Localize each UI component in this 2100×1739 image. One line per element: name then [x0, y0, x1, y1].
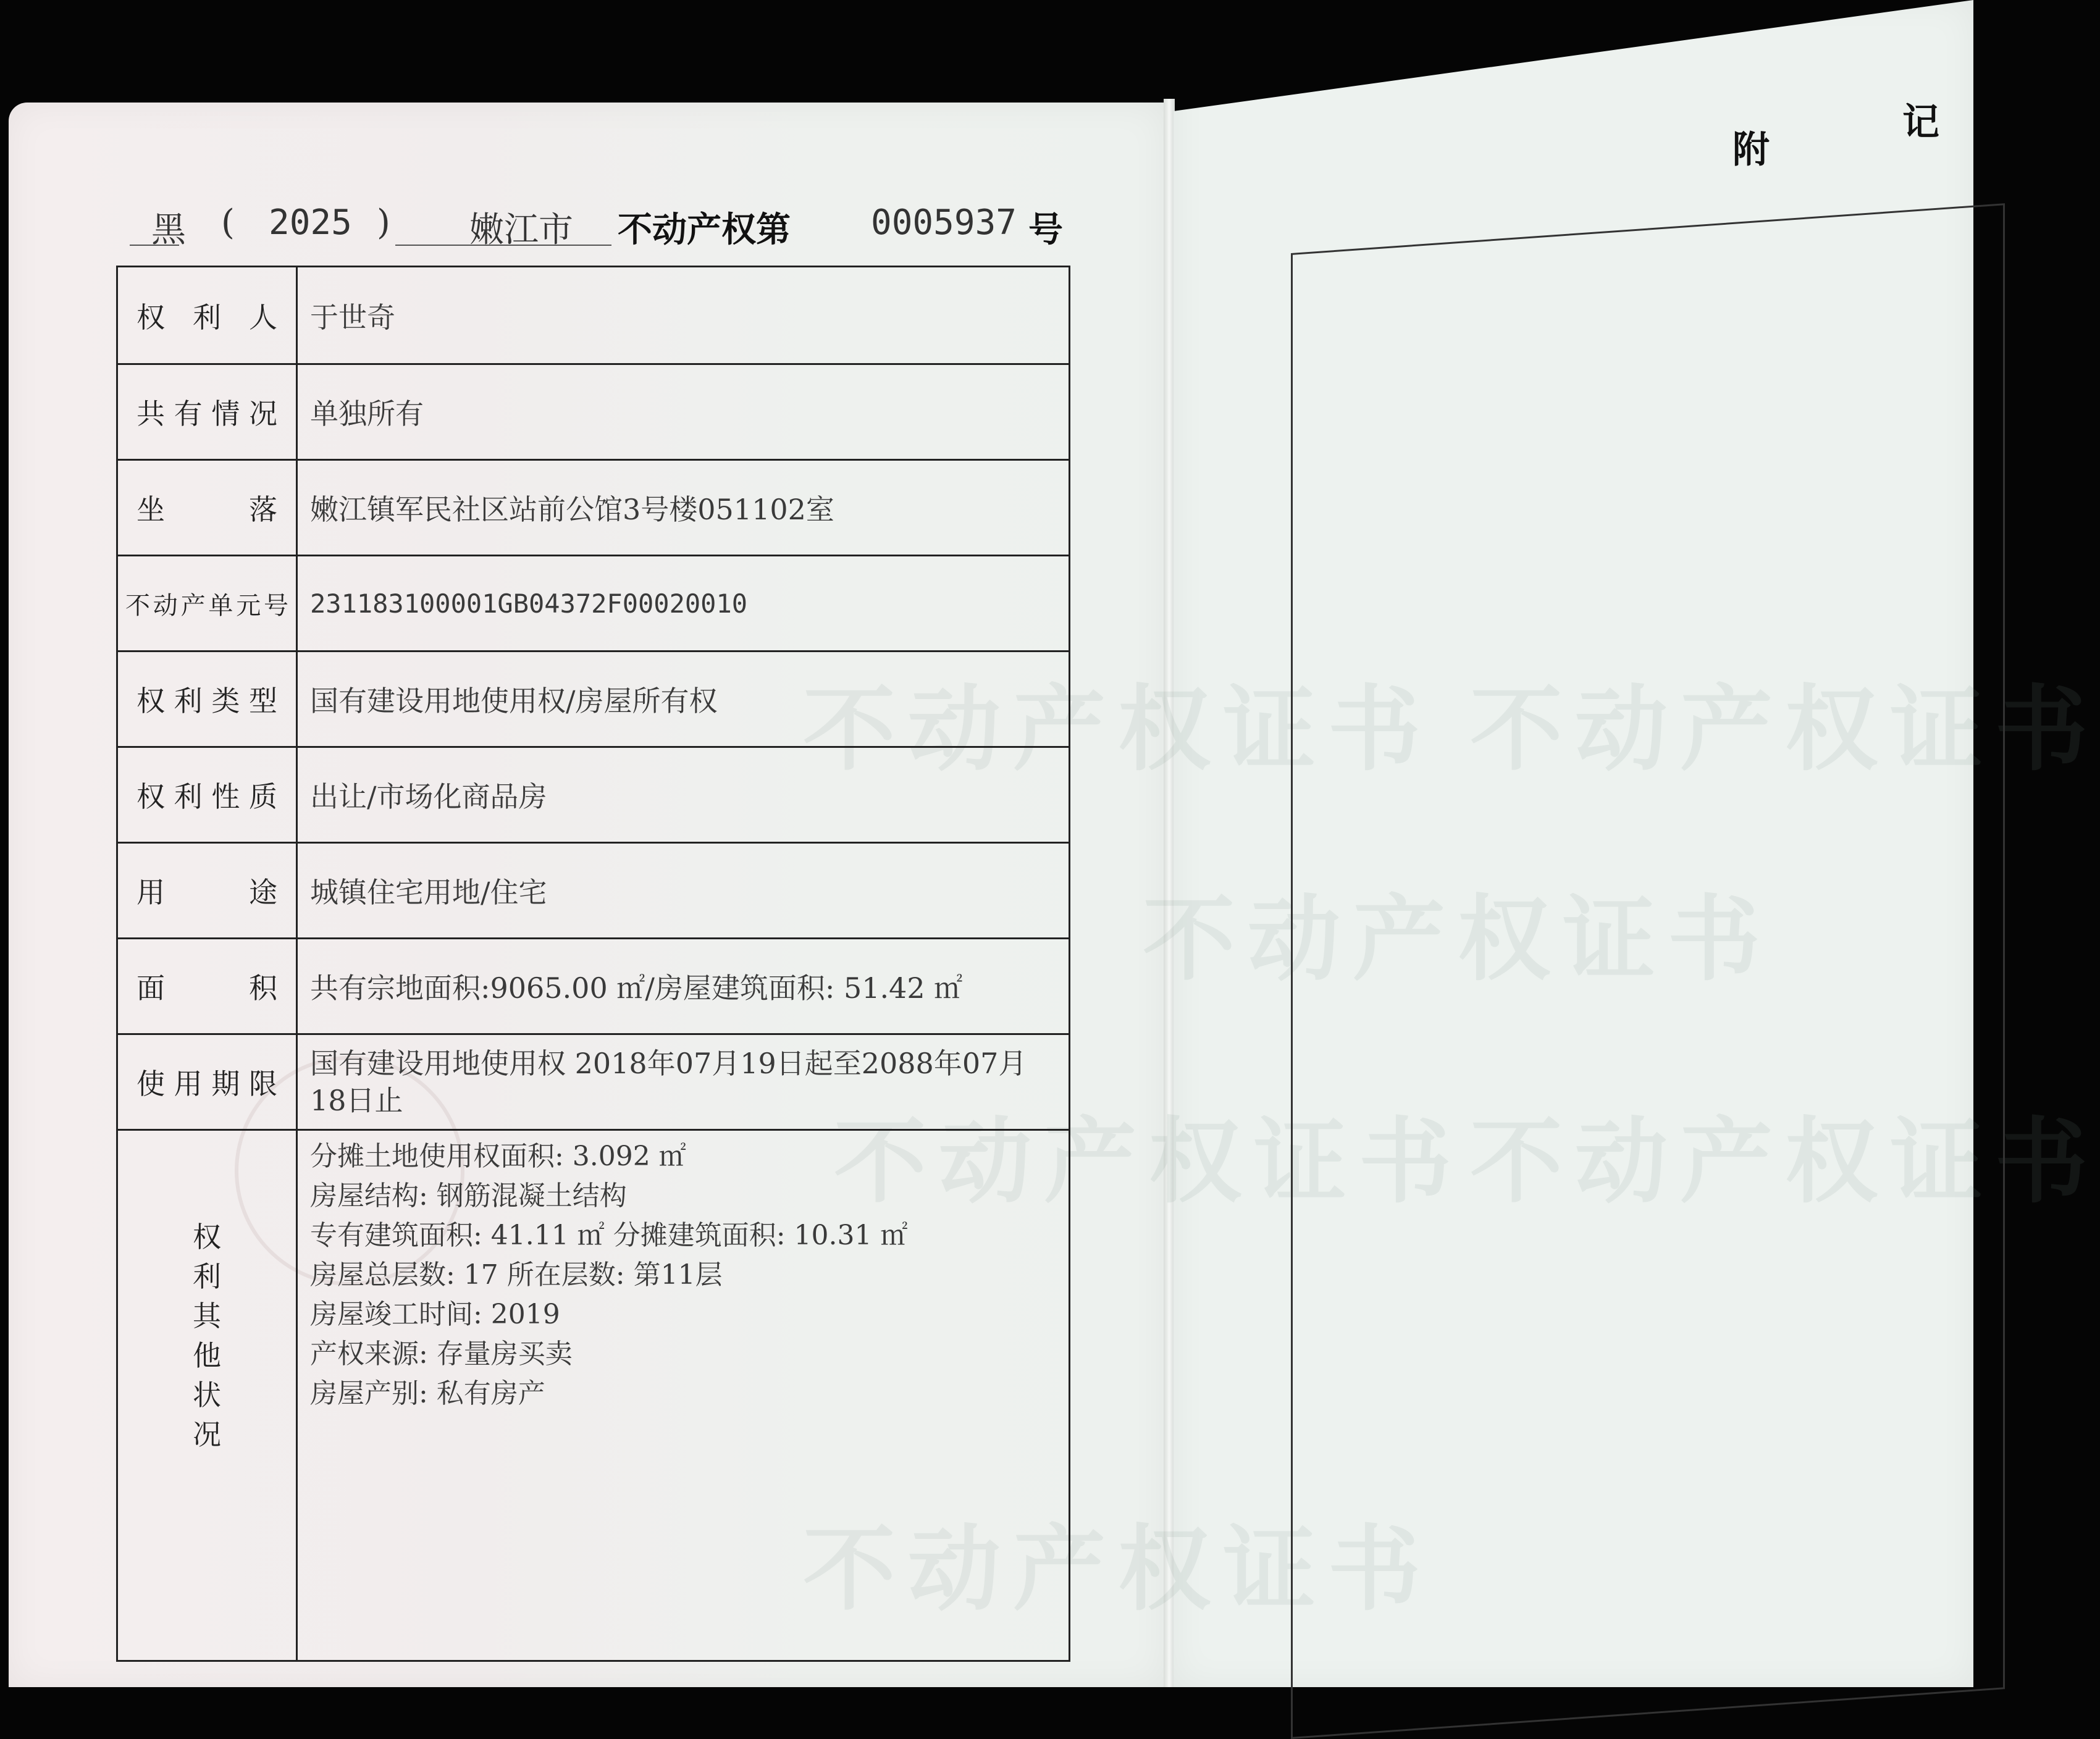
registration-table — [116, 266, 1070, 1662]
table-row — [117, 460, 1070, 556]
row-label: 权利人 — [117, 267, 297, 364]
cert-suffix: 号 — [1028, 209, 1063, 250]
table-row — [117, 1034, 1070, 1130]
other-line: 分摊土地使用权面积: 3.092 ㎡ — [310, 1141, 686, 1172]
right-page-title-right: 记 — [1902, 101, 1939, 144]
right-page-title-left: 附 — [1732, 128, 1770, 172]
row-value: 出让/市场化商品房 — [297, 747, 1070, 843]
year: 2025 — [269, 203, 352, 243]
table-row — [117, 843, 1070, 939]
other-status-label: 权 利 其 他 状 况 — [193, 1220, 221, 1451]
other-line: 房屋竣工时间: 2019 — [310, 1299, 560, 1330]
table-row — [117, 939, 1070, 1034]
row-value: 231183100001GB04372F00020010 — [297, 556, 1070, 652]
notes-frame — [1291, 203, 2005, 1739]
cert-number: 0005937 — [871, 203, 1017, 243]
row-label: 共有情况 — [117, 364, 297, 460]
other-line: 专有建筑面积: 41.11 ㎡ 分摊建筑面积: 10.31 ㎡ — [310, 1220, 908, 1251]
row-value: 嫩江镇军民社区站前公馆3号楼051102室 — [297, 460, 1070, 556]
row-value: 国有建设用地使用权 2018年07月19日起至2088年07月18日止 — [297, 1034, 1070, 1130]
row-label: 权利性质 — [117, 747, 297, 843]
province-abbr: 黑 — [151, 210, 186, 250]
row-label: 用途 — [117, 843, 297, 939]
other-line: 房屋总层数: 17 所在层数: 第11层 — [310, 1259, 723, 1291]
other-line: 房屋结构: 钢筋混凝土结构 — [310, 1180, 627, 1212]
row-label: 不动产单元号 — [117, 556, 297, 652]
row-label: 面积 — [117, 939, 297, 1034]
other-status-cell — [297, 1130, 1070, 1661]
cert-label: 不动产权第 — [618, 209, 791, 250]
row-value: 单独所有 — [297, 364, 1070, 460]
row-value: 城镇住宅用地/住宅 — [297, 843, 1070, 939]
row-value: 国有建设用地使用权/房屋所有权 — [297, 652, 1070, 747]
row-label: 权利类型 — [117, 652, 297, 747]
table-row — [117, 267, 1070, 364]
city: 嫩江市 — [469, 210, 573, 250]
book-spine — [1164, 99, 1175, 1687]
other-line: 房屋产别: 私有房产 — [310, 1378, 545, 1409]
table-row — [117, 1130, 1070, 1661]
other-status-label-cell — [117, 1130, 297, 1661]
row-value: 共有宗地面积:9065.00 ㎡/房屋建筑面积: 51.42 ㎡ — [297, 939, 1070, 1034]
certificate-number-line: 黑 ( 2025 ) 嫩江市 不动产权第 0005937 号 — [124, 196, 1081, 252]
other-line: 产权来源: 存量房买卖 — [310, 1338, 573, 1370]
table-row — [117, 652, 1070, 747]
row-label: 坐落 — [117, 460, 297, 556]
row-label: 使用期限 — [117, 1034, 297, 1130]
table-row — [117, 556, 1070, 652]
table-row — [117, 364, 1070, 460]
table-row — [117, 747, 1070, 843]
row-value: 于世奇 — [297, 267, 1070, 364]
